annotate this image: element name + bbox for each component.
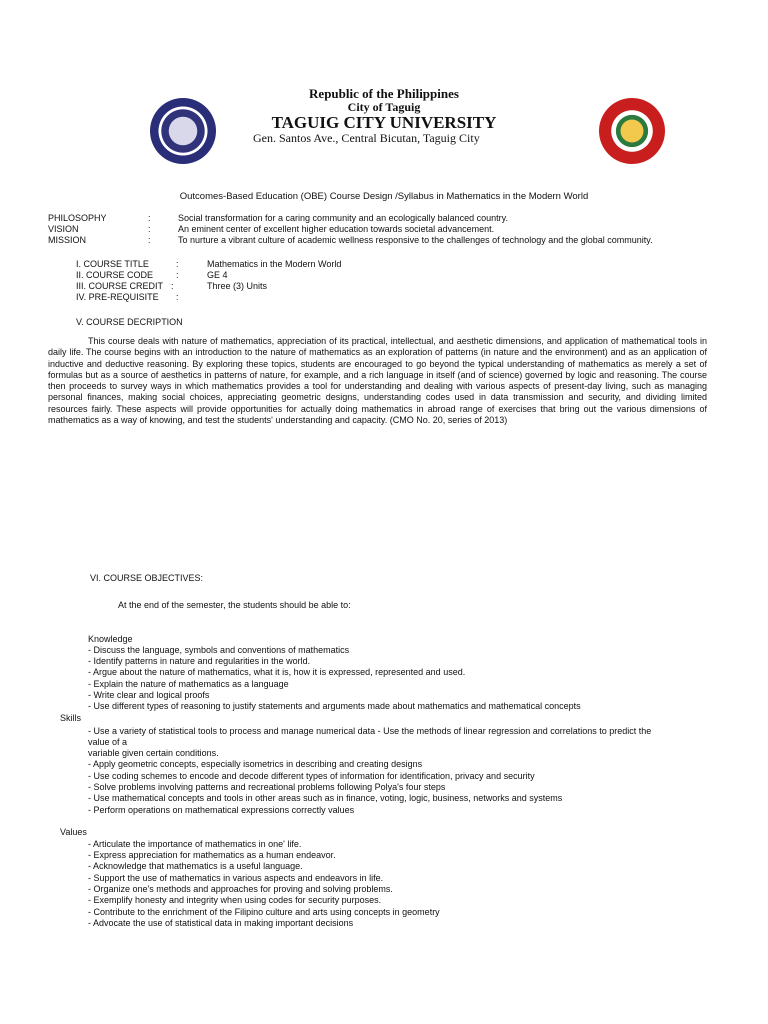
list-item: - Express appreciation for mathematics as a human endeavor. (88, 850, 336, 860)
list-item: - Use different types of reasoning to justify statements and arguments made about mathematics and mathematical concepts (88, 701, 581, 711)
list-item: - Organize one's methods and approaches for proving and solving problems. (88, 884, 393, 894)
header-university: TAGUIG CITY UNIVERSITY (271, 113, 497, 132)
course-description-text: This course deals with nature of mathematics, appreciation of its practical, intellectual, and aesthetic dimensions, and application of mathematical tools in daily life. The course begins with an introduction to the nature of mathematics as an exploration of patterns (in nature and the environment) and as an application of inductive and deductive reasoning. By exploring these topics, students are encouraged to go beyond the typical understanding of mathematics as merely a set of formulas but as a source of aesthetics in patterns of nature, for example, and a rich language in itself (and of science) governed by logic and reasoning. The course then proceeds to survey ways in which mathematics provides a tool for understanding and dealing with various aspects of present-day living, such as managing personal finances, making social choices, appreciating geometric designs, understanding codes used in data transmission and security, and dividing limited resources fairly. These aspects will provide opportunities for actually doing mathematics in abroad range of exercises that bring out the various dimensions of mathematics as a way of knowing, and test the students' understanding and capacity. (CMO No. 20, series of 2013) (48, 336, 707, 426)
list-item: - Support the use of mathematics in various aspects and endeavors in life. (88, 873, 384, 883)
course-info-colon: : (176, 292, 179, 302)
list-item: - Discuss the language, symbols and conventions of mathematics (88, 645, 350, 655)
list-item: - Acknowledge that mathematics is a useful language. (88, 861, 303, 871)
pvm-colon: : (148, 213, 151, 223)
doc-title: Outcomes-Based Education (OBE) Course Design /Syllabus in Mathematics in the Modern World (179, 191, 589, 202)
list-item: - Apply geometric concepts, especially isometrics in describing and creating designs (88, 759, 423, 769)
course-info-colon: : (171, 281, 174, 291)
pvm-label: MISSION (48, 235, 87, 245)
course-info-colon: : (176, 270, 179, 280)
course-info-colon: : (176, 259, 179, 269)
list-item: variable given certain conditions. (88, 748, 219, 758)
course-description-heading: V. COURSE DECRIPTION (76, 317, 183, 327)
list-item: - Perform operations on mathematical expressions correctly values (88, 805, 355, 815)
list-item: - Write clear and logical proofs (88, 690, 210, 700)
course-info-value: Mathematics in the Modern World (207, 259, 342, 269)
list-item: - Contribute to the enrichment of the Filipino culture and arts using concepts in geometry (88, 907, 440, 917)
pvm-label: VISION (48, 224, 79, 234)
pvm-label: PHILOSOPHY (48, 213, 107, 223)
skills-heading: Skills (60, 713, 82, 723)
list-item: - Advocate the use of statistical data in making important decisions (88, 918, 354, 928)
header-city: City of Taguig (347, 100, 421, 114)
course-info-value: GE 4 (207, 270, 228, 280)
list-item: - Use a variety of statistical tools to process and manage numerical data - Use the methods of linear regression and correlations to predict the (88, 726, 652, 736)
pvm-colon: : (148, 235, 151, 245)
objectives-intro: At the end of the semester, the students should be able to: (118, 600, 351, 610)
list-item: - Exemplify honesty and integrity when using codes for security purposes. (88, 895, 382, 905)
values-heading: Values (60, 827, 87, 837)
pvm-text: An eminent center of excellent higher education towards societal advancement. (178, 224, 495, 234)
pvm-text: To nurture a vibrant culture of academic wellness responsive to the challenges of technology and the global community. (178, 235, 653, 245)
list-item: - Use mathematical concepts and tools in other areas such as in finance, voting, logic, business, networks and systems (88, 793, 563, 803)
knowledge-heading: Knowledge (88, 634, 133, 644)
course-info-label: III. COURSE CREDIT (76, 281, 164, 291)
course-info-label: IV. PRE-REQUISITE (76, 292, 159, 302)
list-item: - Explain the nature of mathematics as a language (88, 679, 289, 689)
header-republic: Republic of the Philippines (309, 86, 459, 101)
list-item: - Articulate the importance of mathematics in one' life. (88, 839, 302, 849)
course-info-label: II. COURSE CODE (76, 270, 154, 280)
list-item: - Solve problems involving patterns and recreational problems following Polya's four steps (88, 782, 446, 792)
list-item: - Use coding schemes to encode and decode different types of information for identification, privacy and security (88, 771, 535, 781)
list-item: value of a (88, 737, 128, 747)
course-info-value: Three (3) Units (207, 281, 268, 291)
pvm-colon: : (148, 224, 151, 234)
header-address: Gen. Santos Ave., Central Bicutan, Taguig City (253, 131, 480, 145)
pvm-text: Social transformation for a caring community and an ecologically balanced country. (178, 213, 509, 223)
objectives-heading: VI. COURSE OBJECTIVES: (90, 573, 204, 583)
course-info-label: I. COURSE TITLE (76, 259, 149, 269)
list-item: - Identify patterns in nature and regularities in the world. (88, 656, 311, 666)
list-item: - Argue about the nature of mathematics, what it is, how it is expressed, represented and used. (88, 667, 466, 677)
